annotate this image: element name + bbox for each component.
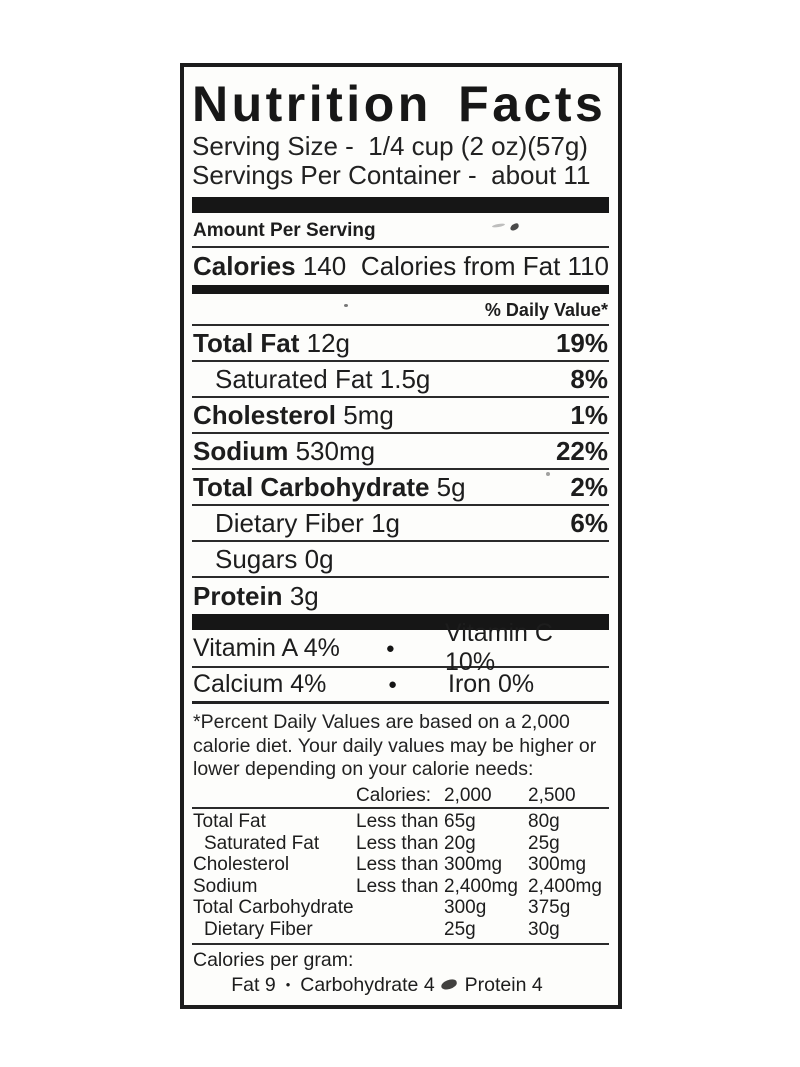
dv-row-2500: 80g: [528, 811, 560, 832]
nutrient-name: Sugars: [215, 543, 298, 574]
vitamin-row: [192, 619, 609, 676]
vitamin-left: Vitamin A 4%: [193, 633, 340, 662]
nutrient-daily-value: 8%: [570, 363, 608, 394]
dv-table-row: [192, 811, 609, 833]
nutrient-text: [215, 544, 334, 575]
percent-daily-value-header: % Daily Value*: [192, 294, 609, 326]
nutrient-daily-value: 2%: [570, 471, 608, 502]
thin-divider-bar: [192, 285, 609, 294]
dv-table-col-2500: 2,500: [528, 784, 576, 806]
nutrient-text: [215, 508, 400, 539]
dv-table-header-spacer: [193, 785, 356, 807]
nutrient-amount: 1g: [371, 507, 400, 538]
dv-row-qualifier: Less than: [356, 854, 439, 875]
calories-per-gram-label: Calories per gram:: [193, 949, 354, 971]
nutrient-name: Total Fat: [193, 327, 300, 358]
dv-row-2000: 25g: [444, 918, 476, 940]
nutrient-daily-value: 1%: [570, 399, 608, 430]
nutrient-daily-value: 22%: [555, 435, 608, 466]
dv-row-name: Total Fat: [193, 811, 266, 832]
dv-table-row: [192, 833, 609, 855]
dv-row-qualifier: Less than: [356, 811, 439, 832]
nutrient-name: Total Carbohydrate: [193, 471, 430, 502]
dv-table-body: [192, 809, 609, 945]
dv-row-qualifier: Less than: [356, 832, 439, 854]
dv-table-row: [192, 876, 609, 898]
nutrient-row-sugars: [192, 542, 609, 578]
calories-per-gram-values: [193, 973, 609, 997]
dv-row-2500: 30g: [528, 918, 560, 940]
dv-row-2000: 20g: [444, 832, 476, 854]
dv-row-qualifier: Less than: [356, 875, 439, 897]
dv-table-row: [192, 897, 609, 919]
nutrient-row-sodium: [192, 434, 609, 470]
vitamins-section: [192, 619, 609, 704]
scan-speck: [344, 304, 348, 307]
nutrient-amount: 3g: [289, 580, 319, 611]
dv-table-calories-label: Calories:: [356, 784, 431, 806]
nutrient-name: Protein: [193, 580, 283, 611]
calories-row: [192, 248, 609, 285]
dv-row-name: Total Carbohydrate: [193, 897, 354, 918]
dv-table-row: [192, 854, 609, 876]
nutrient-text: [193, 472, 466, 503]
label-title: Nutrition Facts: [192, 76, 607, 132]
nutrient-row-total-fat: [192, 326, 609, 362]
nutrient-name: Sodium: [193, 435, 289, 466]
dv-row-2000: 65g: [444, 811, 476, 832]
nutrient-row-dietary-fiber: [192, 506, 609, 542]
nutrient-text: [193, 581, 319, 612]
bullet-icon: ●: [385, 639, 395, 657]
calories-from-fat-label: Calories from Fat: [360, 251, 561, 281]
scan-speck: [546, 472, 550, 476]
nutrient-text: [193, 400, 394, 431]
daily-value-footnote: *Percent Daily Values are based on a 2,000 calorie diet. Your daily values may be higher or lower depending on your calorie needs:: [193, 711, 597, 780]
nutrient-amount: 5g: [436, 471, 466, 502]
bullet-icon: •: [285, 977, 291, 992]
nutrient-amount: 1.5g: [379, 363, 431, 394]
nutrient-amount: 5mg: [343, 399, 394, 430]
serving-size-line: Serving Size - 1/4 cup (2 oz)(57g): [192, 131, 588, 161]
vitamin-left: Calcium 4%: [193, 670, 327, 698]
servings-per-container-line: Servings Per Container - about 11: [192, 160, 591, 190]
nutrient-text: [193, 436, 375, 467]
nutrient-name: Dietary Fiber: [215, 507, 364, 538]
dv-row-name: Dietary Fiber: [204, 918, 313, 940]
vitamin-right: Vitamin C 10%: [445, 619, 553, 676]
dv-row-qualifier: [356, 919, 444, 941]
nutrient-row-protein: [192, 578, 609, 614]
nutrition-facts-label: [180, 63, 622, 1009]
dv-row-2500: 300mg: [528, 854, 587, 875]
dv-row-2500: 2,400mg: [528, 875, 602, 897]
nutrient-name: Cholesterol: [193, 399, 337, 430]
cpg-carbohydrate: Carbohydrate 4: [300, 974, 435, 996]
dv-row-2500: 375g: [528, 897, 571, 918]
dv-table-col-2000: 2,000: [444, 784, 492, 806]
calories-from-fat-value: 110: [567, 251, 609, 281]
calories-value: 140: [302, 251, 347, 281]
nutrient-amount: 12g: [306, 327, 351, 358]
cpg-protein: Protein 4: [464, 974, 543, 996]
dv-row-name: Sodium: [193, 875, 258, 897]
nutrient-daily-value: 19%: [555, 327, 608, 358]
nutrient-amount: 0g: [304, 543, 334, 574]
nutrient-amount: 530mg: [295, 435, 376, 466]
nutrient-daily-value: 6%: [570, 507, 608, 538]
bullet-icon: ●: [388, 676, 398, 693]
calories-group: [193, 252, 346, 280]
dv-row-name: Saturated Fat: [204, 832, 320, 854]
calories-from-fat-group: [361, 252, 609, 280]
thick-divider-bar: [192, 197, 609, 213]
nutrient-row-saturated-fat: [192, 362, 609, 398]
dv-row-name: Cholesterol: [193, 854, 290, 875]
dv-row-qualifier: [356, 897, 444, 919]
nutrient-row-cholesterol: [192, 398, 609, 434]
nutrient-text: [215, 364, 430, 395]
nutrient-name: Saturated Fat: [215, 363, 373, 394]
dv-table-row: [192, 919, 609, 941]
nutrient-text: [193, 328, 350, 359]
calories-label: Calories: [193, 251, 296, 281]
amount-per-serving-heading: Amount Per Serving: [192, 213, 609, 248]
calories-per-gram-section: [192, 945, 609, 999]
dv-row-2000: 300mg: [444, 854, 503, 875]
dv-row-2000: 2,400mg: [444, 875, 518, 897]
dv-table-header: [192, 783, 609, 810]
vitamin-right: Iron 0%: [448, 670, 535, 698]
scan-smudge: [440, 979, 458, 992]
cpg-fat: Fat 9: [231, 974, 276, 996]
dv-row-2000: 300g: [444, 897, 487, 918]
dv-row-2500: 25g: [528, 832, 560, 854]
